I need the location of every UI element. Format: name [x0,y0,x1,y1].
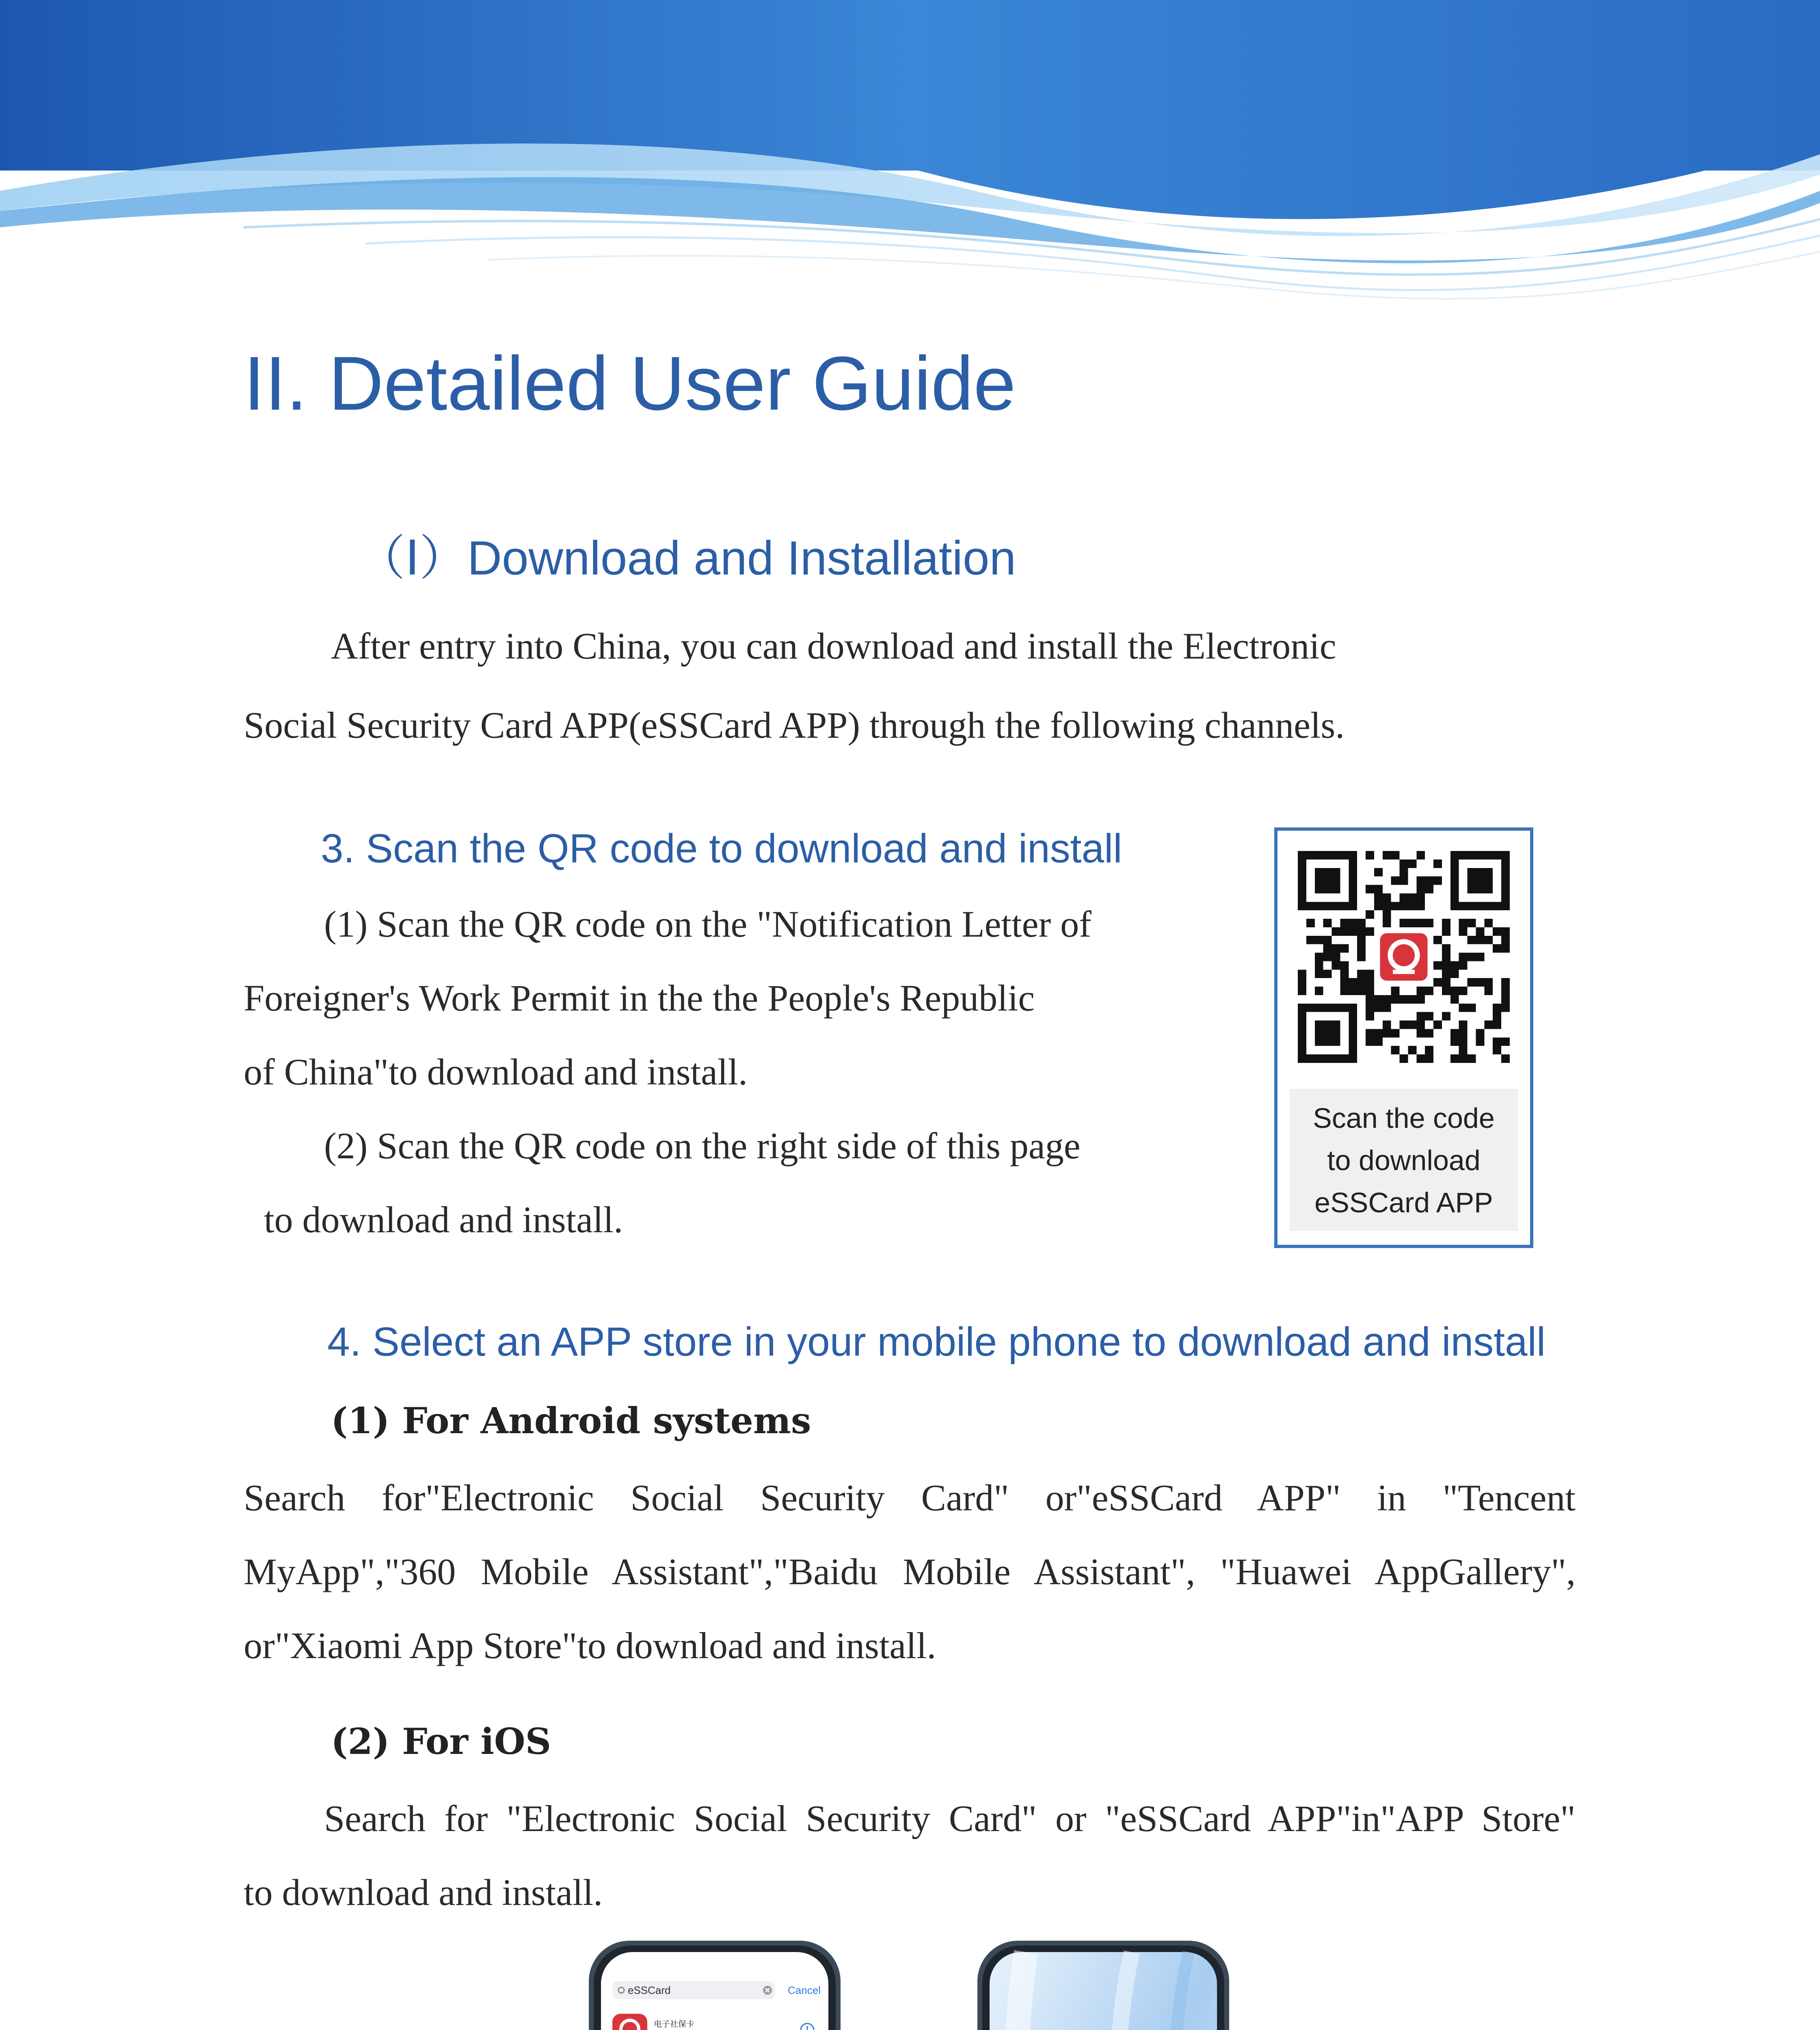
qr-caption [1290,1089,1518,1231]
qr-caption-line-2: to download [1327,1145,1481,1176]
qr-caption-line-3: eSSCard APP [1314,1187,1493,1218]
qr-line-2: Foreigner's Work Permit in the the People's Republic [244,977,1035,1019]
phone-app-store-screenshot [589,1941,841,2030]
qr-caption-line-1: Scan the code [1313,1102,1495,1134]
ios-title: (2) For iOS [331,1720,551,1762]
qr-line-3: of China"to download and install. [244,1051,748,1093]
android-line-1: Search for"Electronic Social Security Card" or"eSSCard APP" in "Tencent [244,1477,1576,1518]
ios-line-1: Search for "Electronic Social Security Card" or "eSSCard APP"in"APP Store" [324,1798,1576,1839]
top-wave-decoration [0,0,1820,309]
android-line-3: or"Xiaomi App Store"to download and install. [244,1625,936,1666]
phone-home-screen [977,1941,1229,2030]
qr-code[interactable] [1298,851,1510,1063]
cancel-button[interactable]: Cancel [788,1984,821,1996]
android-line-2: MyApp","360 Mobile Assistant","Baidu Mobile Assistant", "Huawei AppGallery", [244,1551,1576,1592]
android-title: (1) For Android systems [331,1399,811,1442]
ios-line-2: to download and install. [244,1872,603,1913]
intro-line-2: Social Security Card APP(eSSCard APP) through the following channels. [244,704,1345,746]
section-title: （Ⅰ）Download and Installation [357,531,1016,585]
qr-line-4: (2) Scan the QR code on the right side of this page [324,1125,1081,1166]
qr-line-1: (1) Scan the QR code on the "Notification Letter of [324,903,1092,945]
store-section-title: 4. Select an APP store in your mobile phone to download and install [327,1319,1546,1365]
intro-line-1: After entry into China, you can download and install the Electronic [331,625,1336,667]
app-name: 电子社保卡 [654,2019,694,2029]
page-title: II. Detailed User Guide [244,341,1016,426]
qr-code-card [1274,827,1533,1248]
search-text: eSSCard [628,1984,671,1996]
qr-section-title: 3. Scan the QR code to download and install [321,826,1122,871]
qr-line-5: to download and install. [264,1199,623,1240]
